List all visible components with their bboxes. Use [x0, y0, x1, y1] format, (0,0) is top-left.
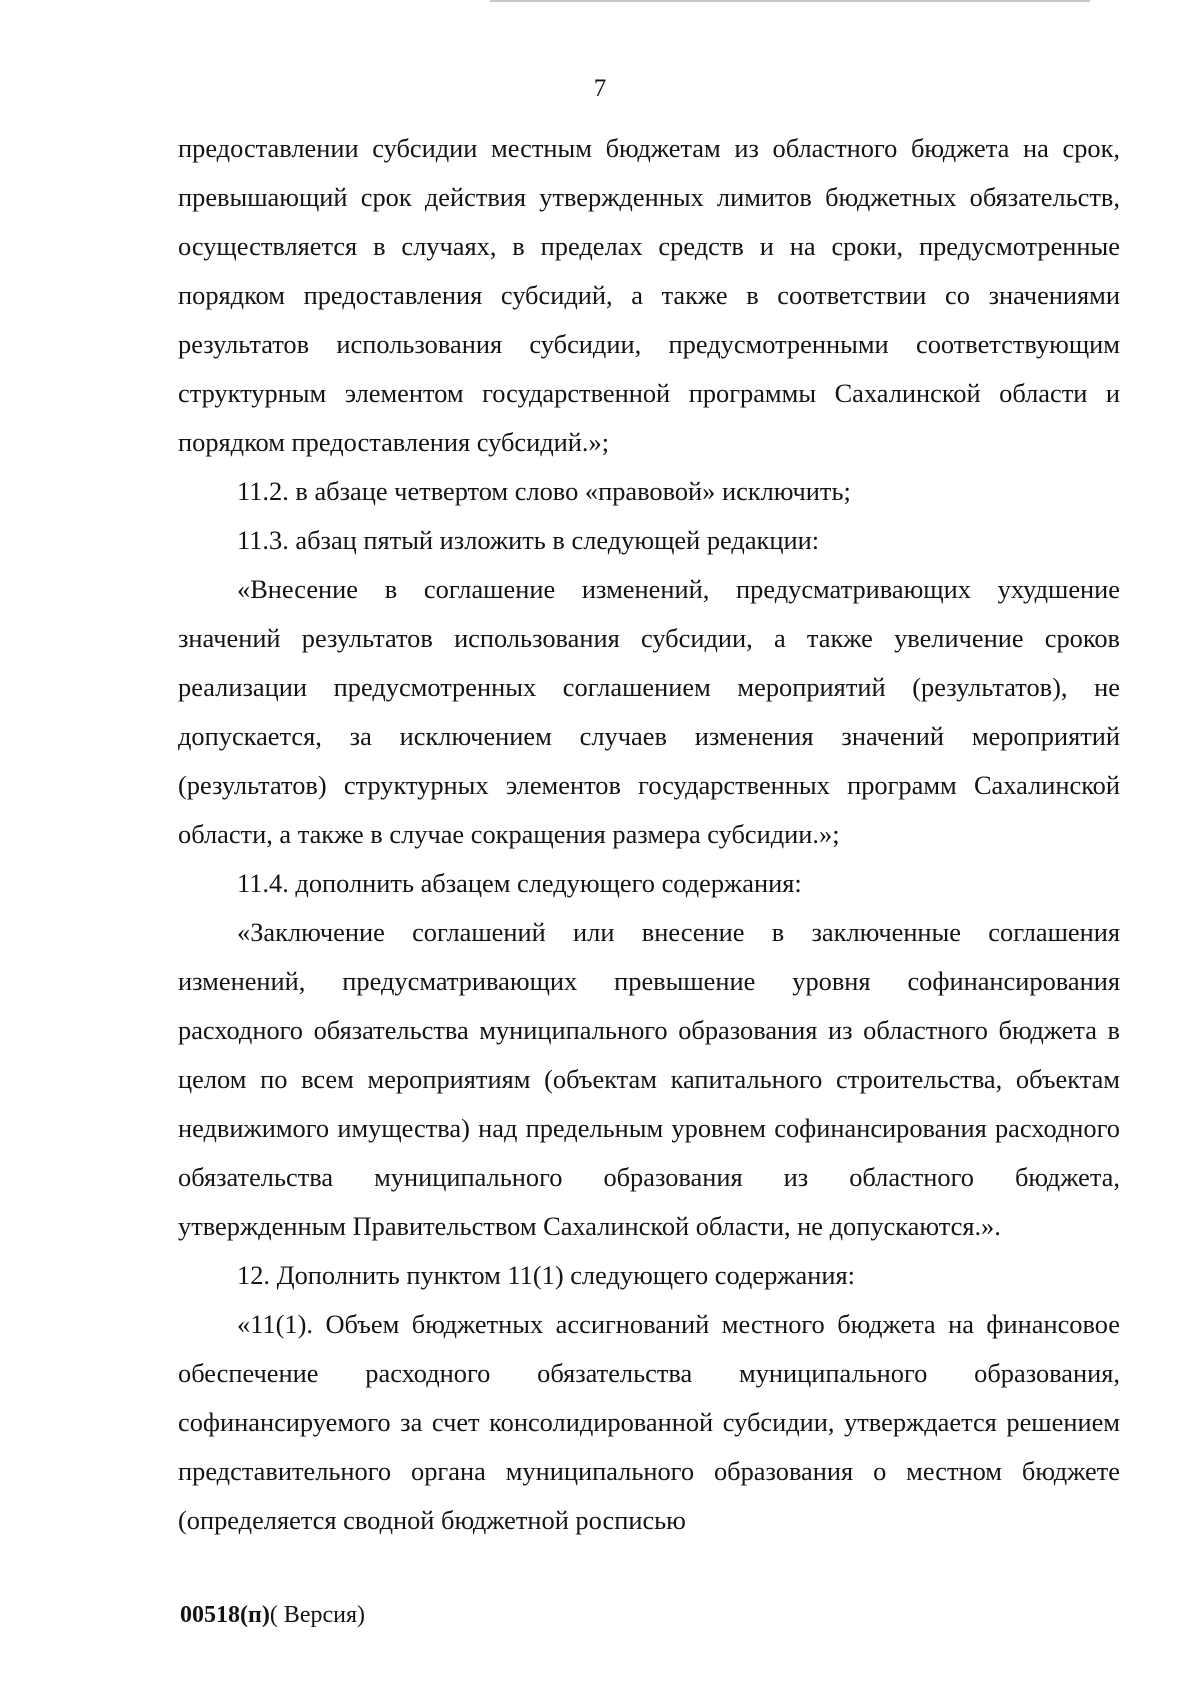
document-code: 00518(п)	[180, 1602, 270, 1628]
paragraph-quote-amendment: «Внесение в соглашение изменений, предусматривающих ухудшение значений результатов использования субсидии, а также увеличение сроков реализации предусмотренных соглашением мероприятий (результатов), не допускается, за исключением случаев изменения значений мероприятий (результатов) структурных элементов государственных программ Сахалинской области, а также в случае сокращения размера субсидии.»;	[178, 574, 1120, 849]
paragraph-quote-11-1: «11(1). Объем бюджетных ассигнований местного бюджета на финансовое обеспечение расходного обязательства муниципального образования, софинансируемого за счет консолидированной субсидии, утверждается решением представительного органа муниципального образования о местном бюджете (определяется сводной бюджетной росписью	[178, 1309, 1120, 1535]
paragraph-item-12: 12. Дополнить пунктом 11(1) следующего содержания:	[237, 1260, 855, 1290]
document-footer	[180, 1600, 365, 1630]
page-number: 7	[593, 75, 607, 102]
paragraph-continuation: предоставлении субсидии местным бюджетам из областного бюджета на срок, превышающий срок действия утвержденных лимитов бюджетных обязательств, осуществляется в случаях, в пределах средств и на сроки, предусмотренные порядком предоставления субсидий, а также в соответствии со значениями результатов использования субсидии, предусмотренными соответствующим структурным элементом государственной программы Сахалинской области и порядком предоставления субсидий.»;	[178, 133, 1120, 457]
paragraph-quote-agreements: «Заключение соглашений или внесение в заключенные соглашения изменений, предусматривающих превышение уровня софинансирования расходного обязательства муниципального образования из областного бюджета в целом по всем мероприятиям (объектам капитального строительства, объектам недвижимого имущества) над предельным уровнем софинансирования расходного обязательства муниципального образования из областного бюджета, утвержденным Правительством Сахалинской области, не допускаются.».	[178, 917, 1120, 1241]
paragraph-item-11-2: 11.2. в абзаце четвертом слово «правовой» исключить;	[237, 476, 851, 506]
scan-edge	[490, 0, 1090, 2]
paragraph-item-11-4: 11.4. дополнить абзацем следующего содержания:	[237, 868, 802, 898]
paragraph-item-11-3: 11.3. абзац пятый изложить в следующей редакции:	[237, 525, 820, 555]
document-version: ( Версия)	[269, 1602, 365, 1628]
document-body	[178, 124, 1120, 1545]
